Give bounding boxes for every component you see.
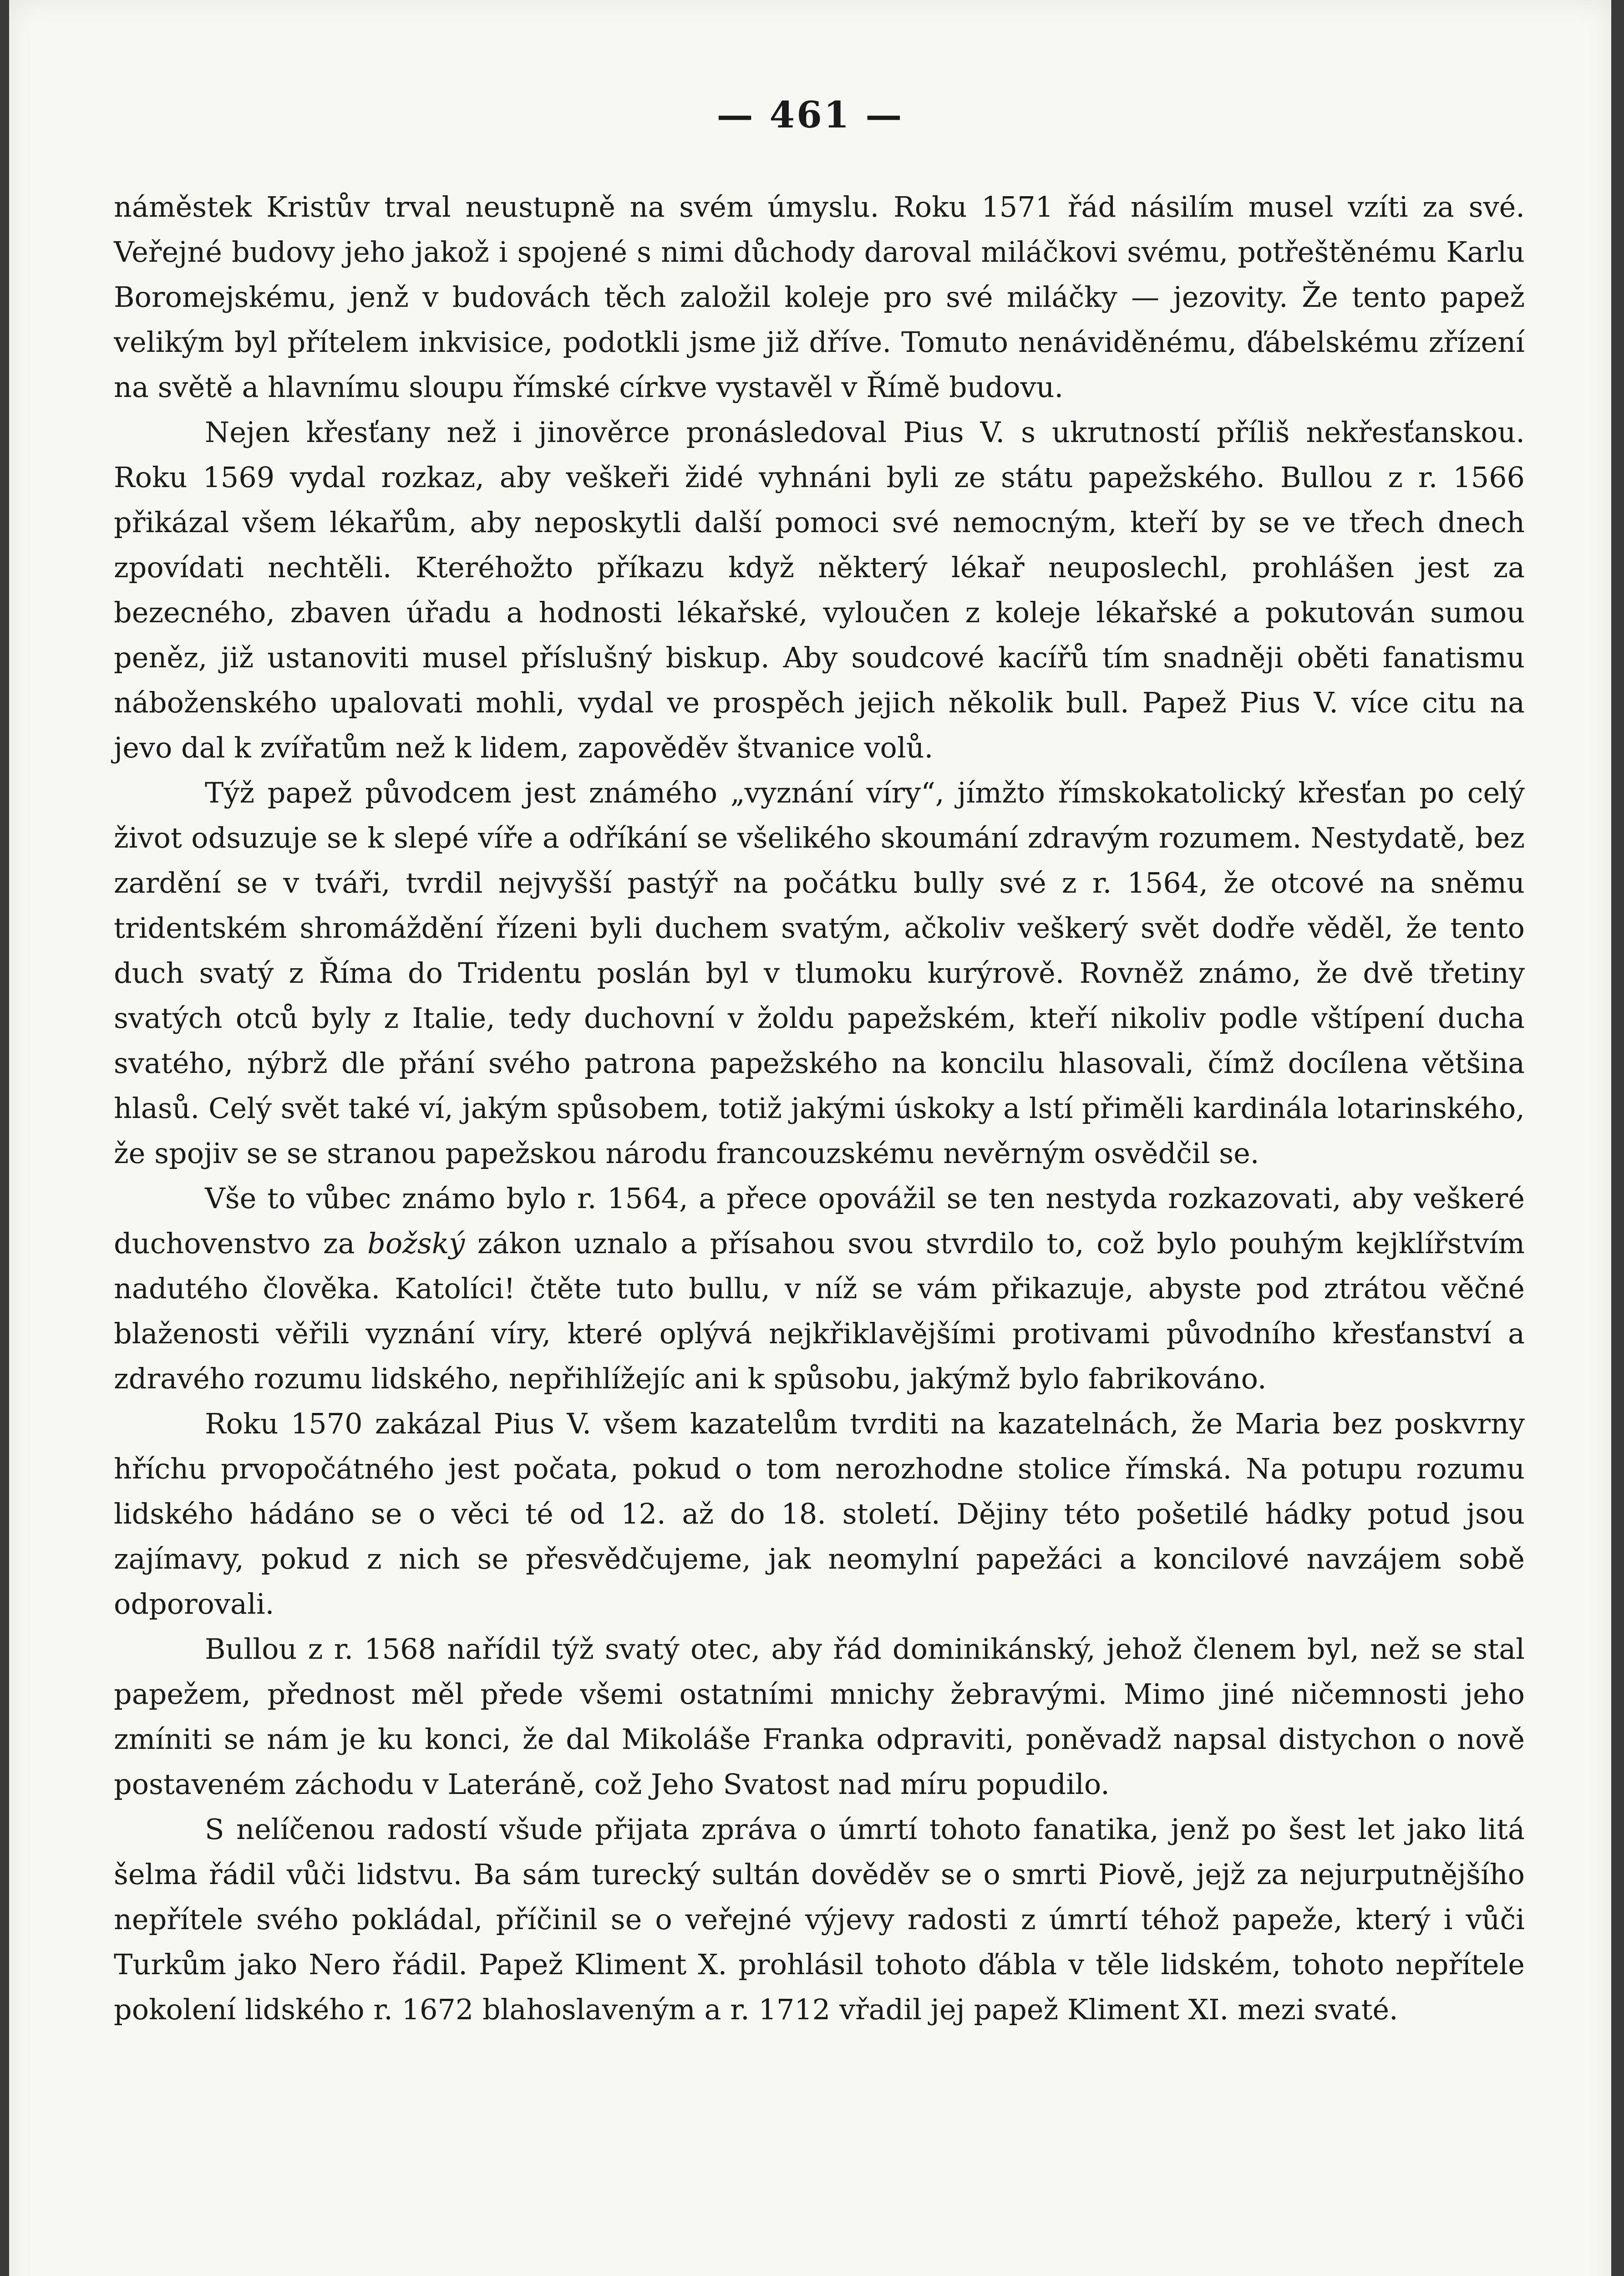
text-body <box>114 184 1525 2032</box>
page-number: — 461 — <box>716 93 904 136</box>
paragraph-4-part-2: zákon uznalo a přísahou svou stvrdilo to, což bylo pouhým kejklířstvím nadutého člověka. Katolíci! čtěte tuto bullu, v níž se vám přikazuje, abyste pod ztrátou věčné blaženosti věřili vyznání víry, které oplývá nejkřiklavějšími protivami původního křesťanství a zdravého rozumu lidského, nepřihlížejíc ani k spůsobu, jakýmž bylo fabrikováno. <box>114 1227 1525 1395</box>
paragraph-3: Týž papež původcem jest známého „vyznání víry“, jímžto římskokatolický křesťan po celý život odsuzuje se k slepé víře a odříkání se všelikého skoumání zdravým rozumem. Nestydatě, bez zardění se v tváři, tvrdil nejvyšší pastýř na počátku bully své z r. 1564, že otcové na sněmu tridentském shromáždění řízeni byli duchem svatým, ačkoliv veškerý svět dodře věděl, že tento duch svatý z Říma do Tridentu poslán byl v tlumoku kurýrově. Rovněž známo, že dvě třetiny svatých otců byly z Italie, tedy duchovní v žoldu papežském, kteří nikoliv podle vštípení ducha svatého, nýbrž dle přání svého patrona papežského na koncilu hlasovali, čímž docílena většina hlasů. Celý svět také ví, jakým spůsobem, totiž jakými úskoky a lstí přiměli kardinála lotarinského, že spojiv se se stranou papežskou národu francouzskému nevěrným osvědčil se. <box>114 776 1525 1170</box>
paragraph-4-part-1: Vše to vůbec známo bylo r. 1564, a přece opovážil se ten nestyda rozkazovati, aby veškeré duchovenstvo za <box>114 1182 1525 1260</box>
paragraph-1: náměstek Kristův trval neustupně na svém úmyslu. Roku 1571 řád násilím musel vzíti za své. Veřejné budovy jeho jakož i spojené s nimi důchody daroval miláčkovi svému, potřeštěnému Karlu Boromejskému, jenž v budovách těch založil koleje pro své miláčky — jezovity. Že tento papež velikým byl přítelem inkvisice, podotkli jsme již dříve. Tomuto nenáviděnému, ďábelskému zřízení na světě a hlavnímu sloupu římské církve vystavěl v Římě budovu. <box>114 190 1525 404</box>
paragraph-4 <box>114 1176 1525 1401</box>
paragraph-6: Bullou z r. 1568 nařídil týž svatý otec, aby řád dominikánský, jehož členem byl, než se stal papežem, přednost měl přede všemi ostatními mnichy žebravými. Mimo jiné ničemnosti jeho zmíniti se nám je ku konci, že dal Mikoláše Franka odpraviti, poněvadž napsal distychon o nově postaveném záchodu v Lateráně, což Jeho Svatost nad míru popudilo. <box>114 1632 1525 1801</box>
paragraph-4-italic-word: božský <box>367 1227 465 1260</box>
paragraph-5: Roku 1570 zakázal Pius V. všem kazatelům tvrditi na kazatelnách, že Maria bez poskvrny hříchu prvopočátného jest počata, pokud o tom nerozhodne stolice římská. Na potupu rozumu lidského hádáno se o věci té od 12. až do 18. století. Dějiny této pošetilé hádky potud jsou zajímavy, pokud z nich se přesvědčujeme, jak neomylní papežáci a koncilové navzájem sobě odporovali. <box>114 1407 1525 1621</box>
paragraph-7: S nelíčenou radostí všude přijata zpráva o úmrtí tohoto fanatika, jenž po šest let jako litá šelma řádil vůči lidstvu. Ba sám turecký sultán dověděv se o smrti Piově, jejž za nejurputnějšího nepřítele svého pokládal, příčinil se o veřejné výjevy radosti z úmrtí téhož papeže, který i vůči Turkům jako Nero řádil. Papež Kliment X. prohlásil tohoto ďábla v těle lidském, tohoto nepřítele pokolení lidského r. 1672 blahoslaveným a r. 1712 vřadil jej papež Kliment XI. mezi svaté. <box>114 1813 1525 2026</box>
paragraph-2: Nejen křesťany než i jinověrce pronásledoval Pius V. s ukrutností příliš nekřesťanskou. Roku 1569 vydal rozkaz, aby veškeři židé vyhnáni byli ze státu papežského. Bullou z r. 1566 přikázal všem lékařům, aby neposkytli další pomoci své nemocným, kteří by se ve třech dnech zpovídati nechtěli. Kteréhožto příkazu když některý lékař neuposlechl, prohlášen jest za bezecného, zbaven úřadu a hodnosti lékařské, vyloučen z koleje lékařské a pokutován sumou peněz, již ustanoviti musel příslušný biskup. Aby soudcové kacířů tím snadněji oběti fanatismu náboženského upalovati mohli, vydal ve prospěch jejich několik bull. Papež Pius V. více citu na jevo dal k zvířatům než k lidem, zapověděv štvanice volů. <box>114 416 1525 764</box>
book-page <box>9 0 1611 2276</box>
